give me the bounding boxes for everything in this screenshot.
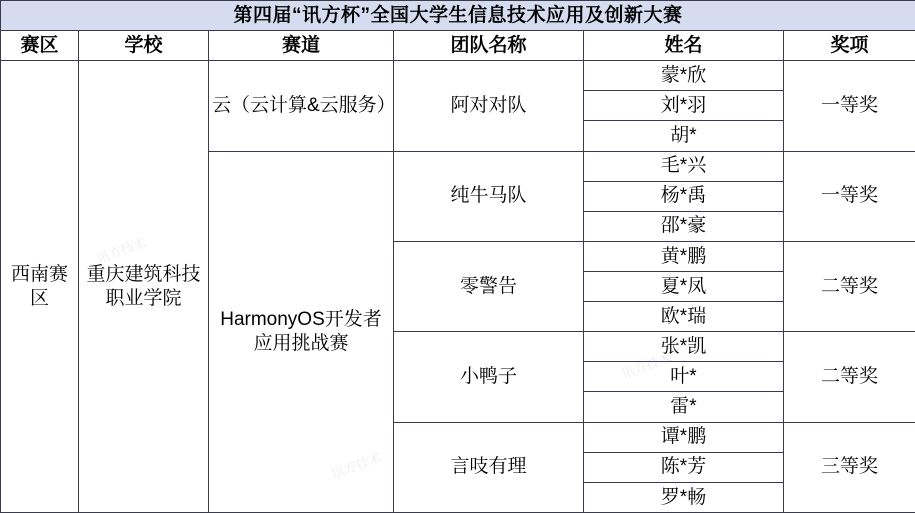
team-cell: 言吱有理 xyxy=(394,422,584,512)
track-cell-cloud: 云（云计算&云服务） xyxy=(209,61,394,151)
award-cell: 一等奖 xyxy=(784,61,915,151)
page-title: 第四届“讯方杯”全国大学生信息技术应用及创新大赛 xyxy=(1,1,915,31)
award-cell: 二等奖 xyxy=(784,332,915,422)
member-name-cell: 陈*芳 xyxy=(584,452,784,482)
school-cell: 重庆建筑科技职业学院 xyxy=(79,61,209,513)
team-cell: 零警告 xyxy=(394,241,584,331)
table-title-row xyxy=(1,1,915,31)
member-name-cell: 胡* xyxy=(584,121,784,151)
member-name-cell: 邵*豪 xyxy=(584,211,784,241)
member-name-cell: 谭*鹏 xyxy=(584,422,784,452)
track-cell-harmonyos: HarmonyOS开发者应用挑战赛 xyxy=(209,151,394,512)
member-name-cell: 蒙*欣 xyxy=(584,61,784,91)
member-name-cell: 张*凯 xyxy=(584,332,784,362)
table-header-row xyxy=(1,31,915,61)
team-cell: 阿对对队 xyxy=(394,61,584,151)
column-header-award: 奖项 xyxy=(784,31,915,61)
team-cell: 纯牛马队 xyxy=(394,151,584,241)
award-cell: 二等奖 xyxy=(784,241,915,331)
member-name-cell: 刘*羽 xyxy=(584,91,784,121)
member-name-cell: 黄*鹏 xyxy=(584,241,784,271)
table-row xyxy=(1,61,915,91)
member-name-cell: 杨*禹 xyxy=(584,181,784,211)
column-header-team: 团队名称 xyxy=(394,31,584,61)
award-cell: 三等奖 xyxy=(784,422,915,512)
column-header-region: 赛区 xyxy=(1,31,79,61)
award-cell: 一等奖 xyxy=(784,151,915,241)
column-header-track: 赛道 xyxy=(209,31,394,61)
member-name-cell: 叶* xyxy=(584,362,784,392)
member-name-cell: 毛*兴 xyxy=(584,151,784,181)
member-name-cell: 雷* xyxy=(584,392,784,422)
member-name-cell: 罗*畅 xyxy=(584,482,784,512)
member-name-cell: 欧*瑞 xyxy=(584,302,784,332)
column-header-name: 姓名 xyxy=(584,31,784,61)
column-header-school: 学校 xyxy=(79,31,209,61)
member-name-cell: 夏*凤 xyxy=(584,271,784,301)
region-cell: 西南赛区 xyxy=(1,61,79,513)
team-cell: 小鸭子 xyxy=(394,332,584,422)
